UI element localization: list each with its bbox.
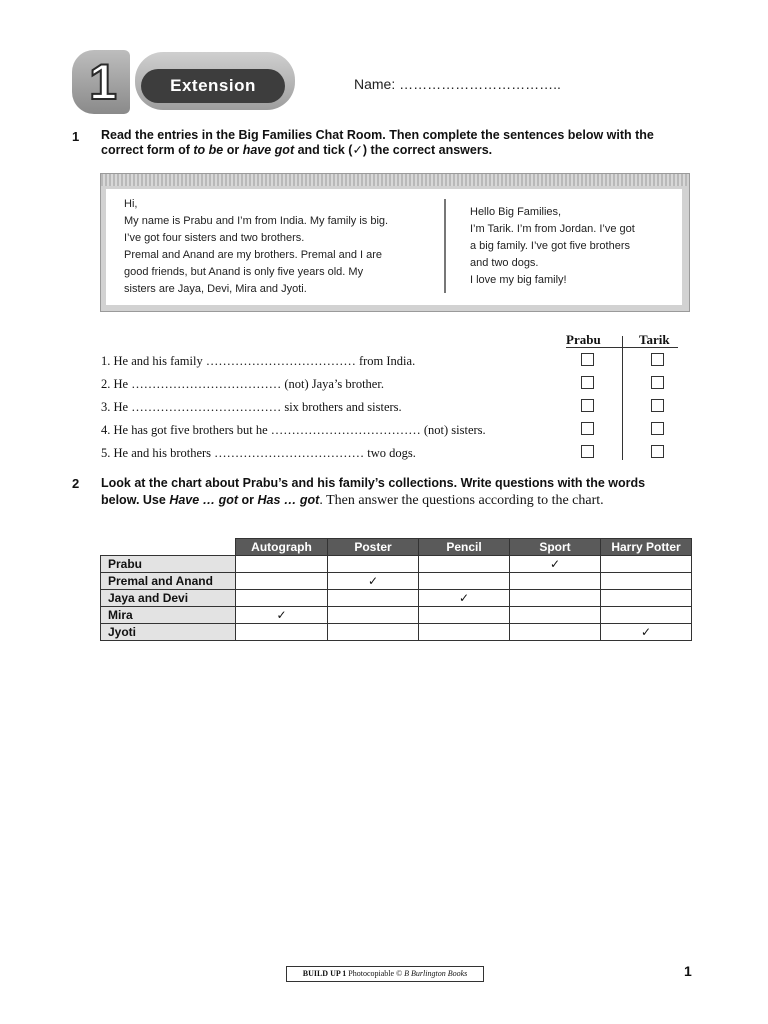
chat-line: good friends, but Anand is only five years old. My	[124, 266, 364, 278]
instruction-text: and tick (✓) the correct answers.	[294, 143, 493, 157]
instruction-text: . Then answer the questions according to the chart.	[319, 493, 604, 508]
table-cell: ✓	[419, 590, 510, 607]
checkbox-prabu-2[interactable]	[581, 376, 594, 389]
checkbox-tarik-3[interactable]	[651, 399, 664, 412]
column-head-tarik: Tarik	[639, 332, 670, 347]
sentence-1: 1. He and his family ……………………………… from India.	[101, 354, 416, 368]
chat-line: Hi,	[124, 198, 138, 210]
table-header-row	[101, 539, 692, 556]
table-cell	[601, 556, 692, 573]
instruction-emphasis: Has … got	[257, 493, 320, 507]
table-row	[101, 624, 692, 641]
exercise-1-instruction	[101, 128, 691, 158]
table-cell	[328, 556, 419, 573]
column-header: Poster	[328, 539, 419, 556]
chat-line: sisters are Jaya, Devi, Mira and Jyoti.	[124, 283, 307, 295]
collections-table	[100, 538, 692, 641]
sentence-5: 5. He and his brothers ……………………………… two dogs.	[101, 446, 416, 460]
chat-line: My name is Prabu and I’m from India. My family is big.	[124, 215, 389, 227]
table-cell: ✓	[510, 556, 601, 573]
table-cell	[328, 590, 419, 607]
chat-line: a big family. I’ve got five brothers	[470, 240, 630, 252]
table-row	[101, 590, 692, 607]
checkbox-tarik-2[interactable]	[651, 376, 664, 389]
exercise-1-number: 1	[72, 129, 80, 144]
table-cell	[236, 624, 328, 641]
row-label: Prabu	[101, 556, 236, 573]
table-cell	[510, 573, 601, 590]
extension-badge: Extension	[141, 69, 285, 103]
checkbox-prabu-4[interactable]	[581, 422, 594, 435]
column-head-prabu: Prabu	[566, 332, 601, 347]
table-cell	[236, 556, 328, 573]
row-label: Premal and Anand	[101, 573, 236, 590]
table-cell	[328, 607, 419, 624]
chat-line: I’ve got four sisters and two brothers.	[124, 232, 305, 244]
row-label: Jaya and Devi	[101, 590, 236, 607]
instruction-text: or	[238, 493, 258, 507]
column-divider	[622, 336, 623, 460]
table-cell	[419, 556, 510, 573]
table-cell: ✓	[236, 607, 328, 624]
table-cell	[328, 624, 419, 641]
chat-entry-tarik	[470, 204, 635, 289]
chat-room-header-stripe	[101, 174, 687, 186]
instruction-emphasis: have got	[242, 143, 295, 157]
chat-divider	[444, 199, 446, 293]
footer-brand: BUILD UP 1	[302, 969, 347, 978]
table-cell: ✓	[601, 624, 692, 641]
chat-line: and two dogs.	[470, 257, 539, 269]
exercise-2-number: 2	[72, 476, 80, 491]
table-cell: ✓	[328, 573, 419, 590]
table-cell	[510, 624, 601, 641]
table-row	[101, 556, 692, 573]
table-cell	[601, 590, 692, 607]
table-corner	[101, 539, 236, 556]
unit-number: 1	[89, 54, 117, 110]
exercise-2-instruction	[101, 475, 681, 509]
table-cell	[510, 590, 601, 607]
sentence-2: 2. He ……………………………… (not) Jaya’s brother.	[101, 377, 384, 391]
checkbox-prabu-5[interactable]	[581, 445, 594, 458]
column-header: Autograph	[236, 539, 328, 556]
table-cell	[601, 607, 692, 624]
sentence-4: 4. He has got five brothers but he ……………………………… (not) sisters.	[101, 423, 486, 437]
footer-publisher: B Burlington Books	[404, 969, 468, 978]
table-row	[101, 607, 692, 624]
name-field[interactable]: Name: ……………………………..	[354, 76, 561, 92]
instruction-text: Read the entries in the Big Families Chat Room. Then complete the sentences below with the correct form of	[101, 128, 654, 157]
table-cell	[419, 573, 510, 590]
table-cell	[419, 624, 510, 641]
footer-note: Photocopiable ©	[348, 969, 403, 978]
checkbox-prabu-1[interactable]	[581, 353, 594, 366]
table-cell	[419, 607, 510, 624]
chat-entry-prabu	[124, 196, 388, 298]
checkbox-prabu-3[interactable]	[581, 399, 594, 412]
instruction-text: or	[223, 143, 243, 157]
column-header: Pencil	[419, 539, 510, 556]
checkbox-tarik-1[interactable]	[651, 353, 664, 366]
checkbox-tarik-5[interactable]	[651, 445, 664, 458]
table-cell	[236, 590, 328, 607]
page-number: 1	[684, 963, 692, 979]
table-cell	[601, 573, 692, 590]
table-cell	[236, 573, 328, 590]
table-row	[101, 573, 692, 590]
table-cell	[510, 607, 601, 624]
footer-credit	[286, 966, 484, 982]
row-label: Mira	[101, 607, 236, 624]
instruction-emphasis: Have … got	[169, 493, 239, 507]
chat-line: Premal and Anand are my brothers. Premal and I are	[124, 249, 383, 261]
chat-line: I love my big family!	[470, 274, 567, 286]
instruction-text: Look at the chart about Prabu’s and his family’s collections. Write questions with the words below. Use	[101, 476, 646, 507]
chat-line: Hello Big Families,	[470, 206, 562, 218]
column-header: Sport	[510, 539, 601, 556]
chat-line: I’m Tarik. I’m from Jordan. I’ve got	[470, 223, 635, 235]
checkbox-tarik-4[interactable]	[651, 422, 664, 435]
instruction-emphasis: to be	[193, 143, 224, 157]
column-header: Harry Potter	[601, 539, 692, 556]
sentence-3: 3. He ……………………………… six brothers and sisters.	[101, 400, 402, 414]
row-label: Jyoti	[101, 624, 236, 641]
